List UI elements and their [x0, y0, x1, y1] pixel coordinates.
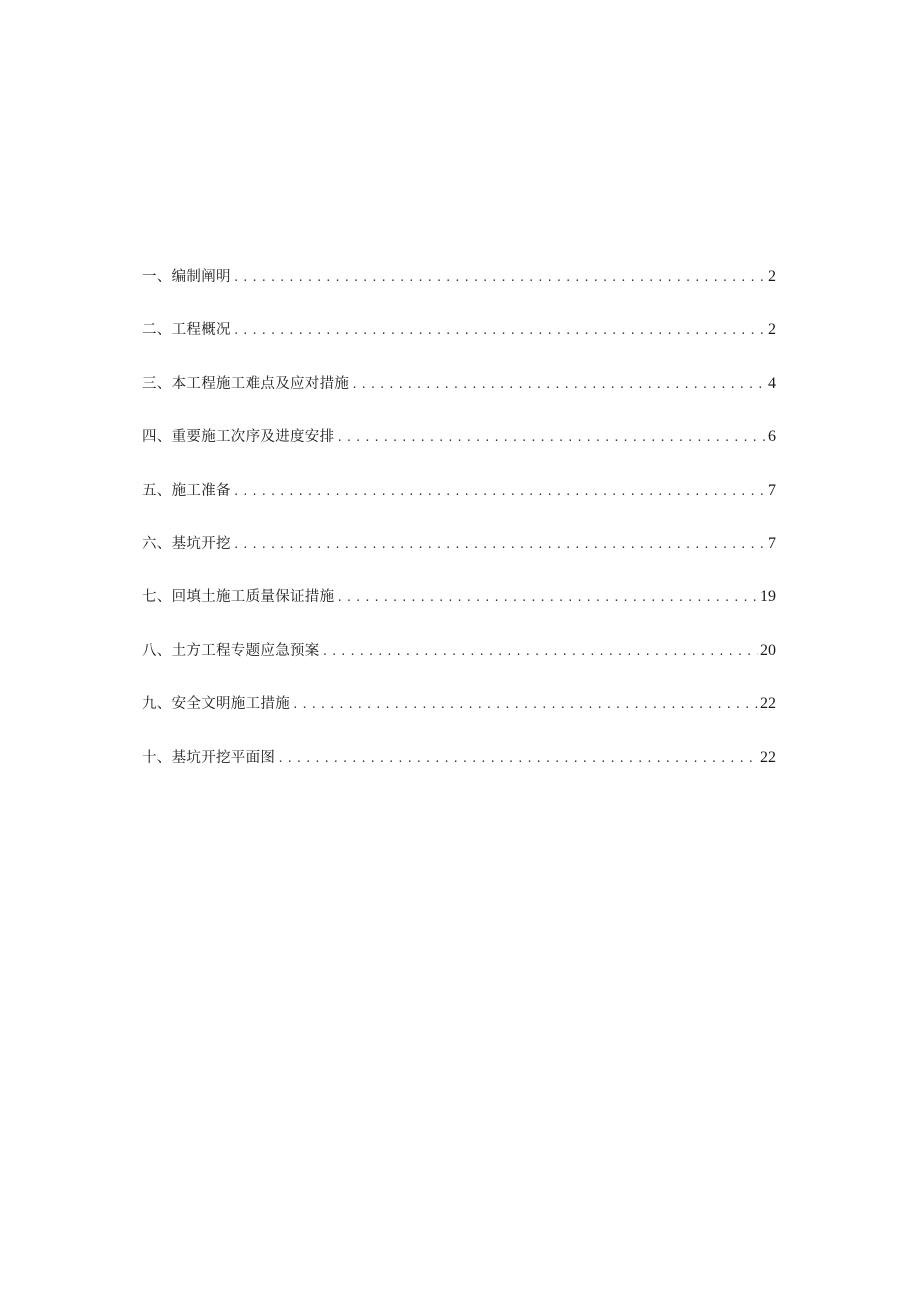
toc-entry-10[interactable] — [142, 745, 776, 798]
toc-entry-title: 十、基坑开挖平面图 — [142, 749, 276, 766]
toc-entry-5[interactable] — [142, 478, 776, 531]
toc-dot-leader — [233, 318, 766, 344]
toc-entry-page: 22 — [760, 748, 776, 766]
toc-entry-title: 六、基坑开挖 — [142, 535, 231, 552]
toc-entry-title: 五、施工准备 — [142, 482, 231, 499]
toc-entry-7[interactable] — [142, 584, 776, 637]
toc-entry-title: 七、回填土施工质量保证措施 — [142, 589, 335, 606]
toc-entry-page: 7 — [768, 481, 776, 499]
toc-entry-title: 一、编制阐明 — [142, 269, 231, 285]
toc-dot-leader — [233, 479, 766, 505]
toc-dot-leader — [292, 692, 758, 718]
toc-entry-page: 2 — [768, 268, 776, 285]
toc-entry-3[interactable] — [142, 371, 776, 424]
toc-entry-page: 2 — [768, 321, 776, 339]
toc-entry-page: 6 — [768, 428, 776, 446]
toc-entry-2[interactable] — [142, 317, 776, 370]
toc-dot-leader — [322, 639, 758, 665]
toc-entry-page: 7 — [768, 534, 776, 552]
toc-dot-leader — [233, 265, 766, 291]
toc-entry-9[interactable] — [142, 691, 776, 744]
toc-dot-leader — [336, 425, 766, 451]
table-of-contents — [142, 264, 776, 798]
toc-entry-4[interactable] — [142, 424, 776, 477]
toc-entry-6[interactable] — [142, 531, 776, 584]
toc-entry-1[interactable] — [142, 264, 776, 317]
toc-entry-title: 九、安全文明施工措施 — [142, 696, 290, 713]
toc-entry-title: 二、工程概况 — [142, 322, 231, 339]
toc-entry-title: 八、土方工程专题应急预案 — [142, 642, 320, 659]
toc-entry-page: 4 — [768, 374, 776, 392]
toc-entry-title: 四、重要施工次序及进度安排 — [142, 429, 335, 446]
toc-entry-page: 20 — [760, 641, 776, 659]
toc-dot-leader — [351, 372, 766, 398]
toc-entry-8[interactable] — [142, 638, 776, 691]
toc-entry-page: 19 — [760, 588, 776, 606]
toc-dot-leader — [277, 746, 758, 772]
toc-entry-title: 三、本工程施工难点及应对措施 — [142, 375, 350, 392]
toc-dot-leader — [336, 585, 758, 611]
toc-dot-leader — [233, 532, 766, 558]
toc-entry-page: 22 — [760, 695, 776, 713]
